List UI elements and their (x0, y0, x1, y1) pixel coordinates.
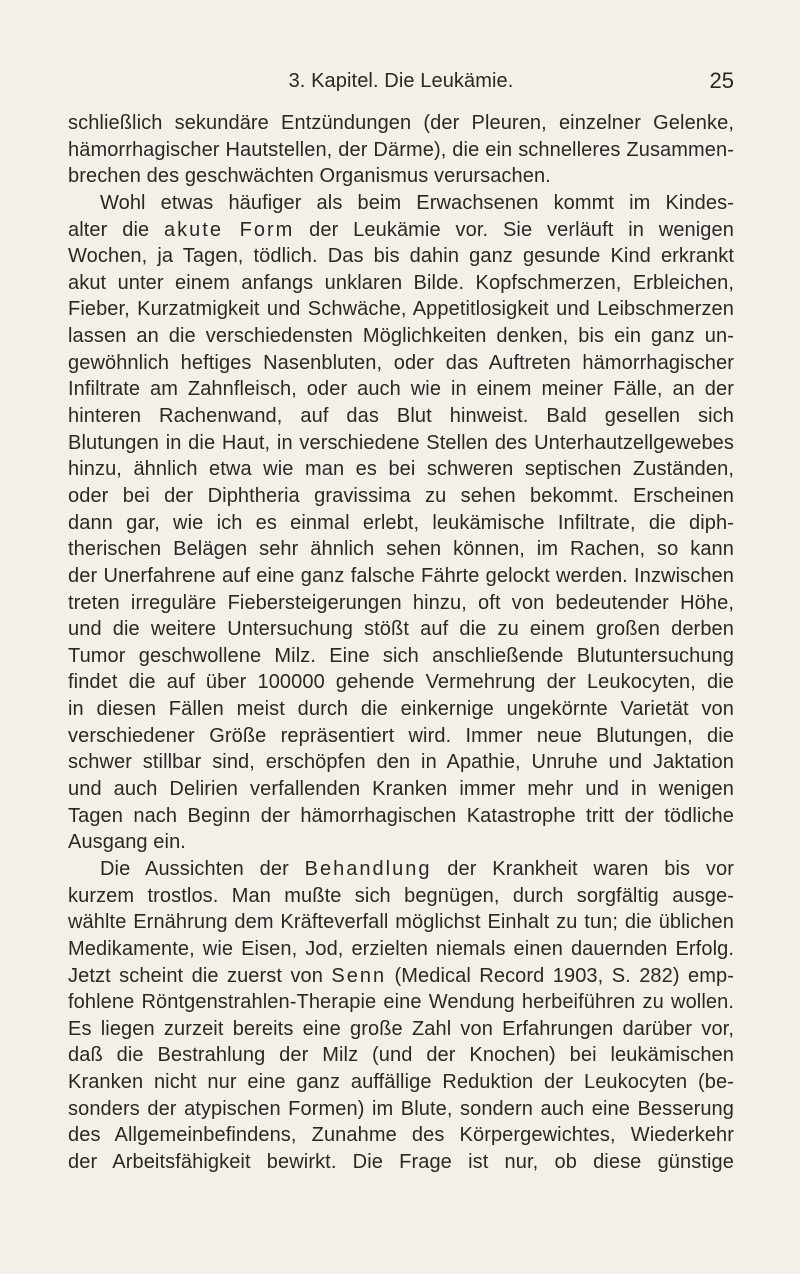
text-line: schwer stillbar sind, erschöpfen den in Apathie, Unruhe und Jaktation (68, 751, 734, 774)
chapter-title: 3. Kapitel. Die Leukämie. (288, 70, 514, 92)
spaced-emphasis: akute Form (164, 218, 295, 241)
text-line: hinteren Rachenwand, auf das Blut hinweist. Bald gesellen sich (68, 405, 734, 428)
text-line: Infiltrate am Zahnfleisch, oder auch wie in einem meiner Fälle, an der (68, 378, 734, 401)
text-line: des Allgemeinbefindens, Zunahme des Körpergewichtes, Wiederkehr (68, 1124, 734, 1147)
text-line: der Unerfahrene auf eine ganz falsche Fährte gelockt werden. Inzwischen (68, 564, 734, 587)
text-segment: der Krankheit waren bis vor (431, 857, 734, 880)
text-segment: (Medical Record 1903, S. 282) emp- (386, 964, 735, 987)
spaced-emphasis: Senn (331, 964, 387, 987)
text-line (68, 963, 734, 990)
text-line: fohlene Röntgenstrahlen-Therapie eine Wendung herbeiführen zu wollen. (68, 991, 734, 1014)
text-line: Medikamente, wie Eisen, Jod, erzielten niemals einen dauernden Erfolg. (68, 937, 734, 960)
text-line: daß die Bestrahlung der Milz (und der Knochen) bei leukämischen (68, 1044, 734, 1067)
text-line: findet die auf über 100000 gehende Vermehrung der Leukocyten, die (68, 671, 734, 694)
text-line: akut unter einem anfangs unklaren Bilde. Kopfschmerzen, Erbleichen, (68, 271, 734, 294)
text-line: Kranken nicht nur eine ganz auffällige Reduktion der Leukocyten (be- (68, 1071, 734, 1094)
text-line: Es liegen zurzeit bereits eine große Zahl von Erfahrungen darüber vor, (68, 1017, 734, 1040)
text-line: Wochen, ja Tagen, tödlich. Das bis dahin ganz gesunde Kind erkrankt (68, 245, 734, 268)
text-line: Tagen nach Beginn der hämorrhagischen Katastrophe tritt der tödliche (68, 804, 734, 827)
text-line: Tumor geschwollene Milz. Eine sich anschließende Blutuntersuchung (68, 644, 734, 667)
text-line: der Arbeitsfähigkeit bewirkt. Die Frage ist nur, ob diese günstige (68, 1150, 734, 1173)
text-line: schließlich sekundäre Entzündungen (der Pleuren, einzelner Gelenke, (68, 112, 734, 134)
text-segment: alter die (68, 218, 165, 241)
text-segment: Die Aussichten der (100, 857, 305, 880)
text-line: gewöhnlich heftiges Nasenbluten, oder das Auftreten hämorrhagischer (68, 351, 734, 374)
text-line: verschiedener Größe repräsentiert wird. Immer neue Blutungen, die (68, 724, 734, 747)
text-line: oder bei der Diphtheria gravissima zu sehen bekommt. Erscheinen (68, 484, 734, 507)
text-line: dann gar, wie ich es einmal erlebt, leukämische Infiltrate, die diph- (68, 511, 734, 534)
text-line: und auch Delirien verfallenden Kranken immer mehr und in wenigen (68, 778, 734, 801)
text-segment: der Leukämie vor. Sie verläuft in wenigen (294, 218, 734, 241)
text-line: in diesen Fällen meist durch die einkernige ungekörnte Varietät von (68, 698, 734, 721)
text-line: Blutungen in die Haut, in verschiedene Stellen des Unterhautzellgewebes (68, 431, 734, 454)
text-line: hämorrhagischer Hautstellen, der Därme), die ein schnelleres Zusammen- (68, 138, 734, 161)
text-line: treten irreguläre Fiebersteigerungen hinzu, oft von bedeutender Höhe, (68, 591, 734, 614)
running-header (68, 66, 734, 96)
text-line: lassen an die verschiedensten Möglichkeiten denken, bis ein ganz un- (68, 325, 734, 348)
text-line: Wohl etwas häufiger als beim Erwachsenen kommt im Kindes- (100, 191, 734, 214)
text-line: hinzu, ähnlich etwa wie man es bei schweren septischen Zuständen, (68, 458, 734, 481)
text-segment: Jetzt scheint die zuerst von (68, 964, 332, 987)
text-line (68, 217, 734, 244)
text-line: brechen des geschwächten Organismus verursachen. (68, 165, 551, 188)
text-line: kurzem trostlos. Man mußte sich begnügen, durch sorgfältig ausge- (68, 884, 734, 907)
text-line: wählte Ernährung dem Kräfteverfall möglichst Einhalt zu tun; die üblichen (68, 911, 734, 934)
text-line: Ausgang ein. (68, 831, 186, 854)
text-line: und die weitere Untersuchung stößt auf die zu einem großen derben (68, 618, 734, 641)
page-number: 25 (709, 68, 734, 93)
text-line: Fieber, Kurzatmigkeit und Schwäche, Appetitlosigkeit und Leibschmerzen (68, 298, 734, 321)
text-line (68, 856, 734, 883)
text-line: therischen Belägen sehr ähnlich sehen können, im Rachen, so kann (68, 538, 734, 561)
text-line: sonders der atypischen Formen) im Blute, sondern auch eine Besserung (68, 1097, 734, 1120)
spaced-emphasis: Behandlung (304, 857, 432, 880)
body-text (68, 110, 734, 1176)
